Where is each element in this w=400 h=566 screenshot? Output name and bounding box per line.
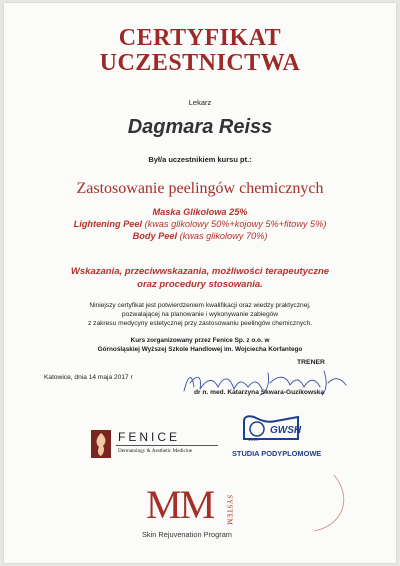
certificate-title-line2: UCZESTNICTWA: [99, 50, 301, 76]
fenice-phoenix-icon: [90, 429, 112, 459]
participation-line: Był/a uczestnikiem kursu pt.:: [148, 155, 252, 164]
organizer-line1: Kurs zorganizowany przez Fenice Sp. z o.o. w: [130, 337, 270, 344]
certificate-title-line1: CERTYFIKAT: [118, 25, 282, 51]
mm-system-block: [225, 492, 236, 528]
peel-name: Maska Glikolowa 25%: [152, 207, 248, 217]
fenice-tagline: Dermatology & Aesthetic Medicine: [118, 448, 193, 454]
course-title: Zastosowanie peelingów chemicznych: [76, 180, 324, 197]
gwsh-year: 1994: [248, 437, 259, 442]
peel-item: [4, 230, 396, 242]
peel-detail: (kwas glikolowy 70%): [179, 231, 268, 241]
mm-system-logo: [142, 482, 274, 546]
trainer-label: TRENER: [297, 359, 325, 366]
confirmation-line3: z zakresu medycyny estetycznej przy zastosowaniu peelingów chemicznych.: [88, 320, 312, 327]
fenice-logo: [90, 427, 220, 461]
mm-tagline: Skin Rejuvenation Program: [142, 530, 232, 539]
indications-line1: Wskazania, przeciwwskazania, możliwości terapeutyczne: [70, 266, 330, 277]
gwsh-logo: [232, 413, 322, 469]
gwsh-caption: STUDIA PODYPLOMOWE: [232, 449, 322, 458]
organizer-line2: Górnośląskiej Wyższej Szkole Handlowej im. Wojciecha Korfantego: [97, 346, 303, 353]
peel-item: [4, 218, 396, 230]
place-date: Katowice, dnia 14 maja 2017 r: [44, 374, 133, 381]
trainer-name: dr n. med. Katarzyna Skwara-Guzikowska: [194, 389, 325, 396]
fenice-name: FENICE: [118, 430, 181, 444]
peel-name: Lightening Peel: [73, 219, 143, 229]
fenice-divider: [116, 445, 218, 446]
decorative-swirl-icon: [304, 473, 364, 533]
indications-line2: oraz procedury stosowania.: [137, 279, 263, 290]
profession-label: Lekarz: [188, 98, 212, 107]
mm-letters: MM: [146, 482, 214, 527]
peel-item: [4, 206, 396, 218]
confirmation-line1: Niniejszy certyfikat jest potwierdzeniem kwalifikacji oraz wiedzy praktycznej,: [89, 302, 311, 309]
certificate-page: [4, 3, 396, 563]
gwsh-text: GWSH: [270, 425, 302, 436]
peel-detail: (kwas glikolowy 50%+kojowy 5%+fitowy 5%): [144, 219, 327, 229]
confirmation-line2: pozwalającej na planowanie i wykonywanie zabiegów: [121, 311, 279, 318]
mm-system-text: SYSTEM: [225, 494, 234, 526]
peel-name: Body Peel: [132, 231, 178, 241]
participant-name: Dagmara Reiss: [127, 116, 273, 138]
